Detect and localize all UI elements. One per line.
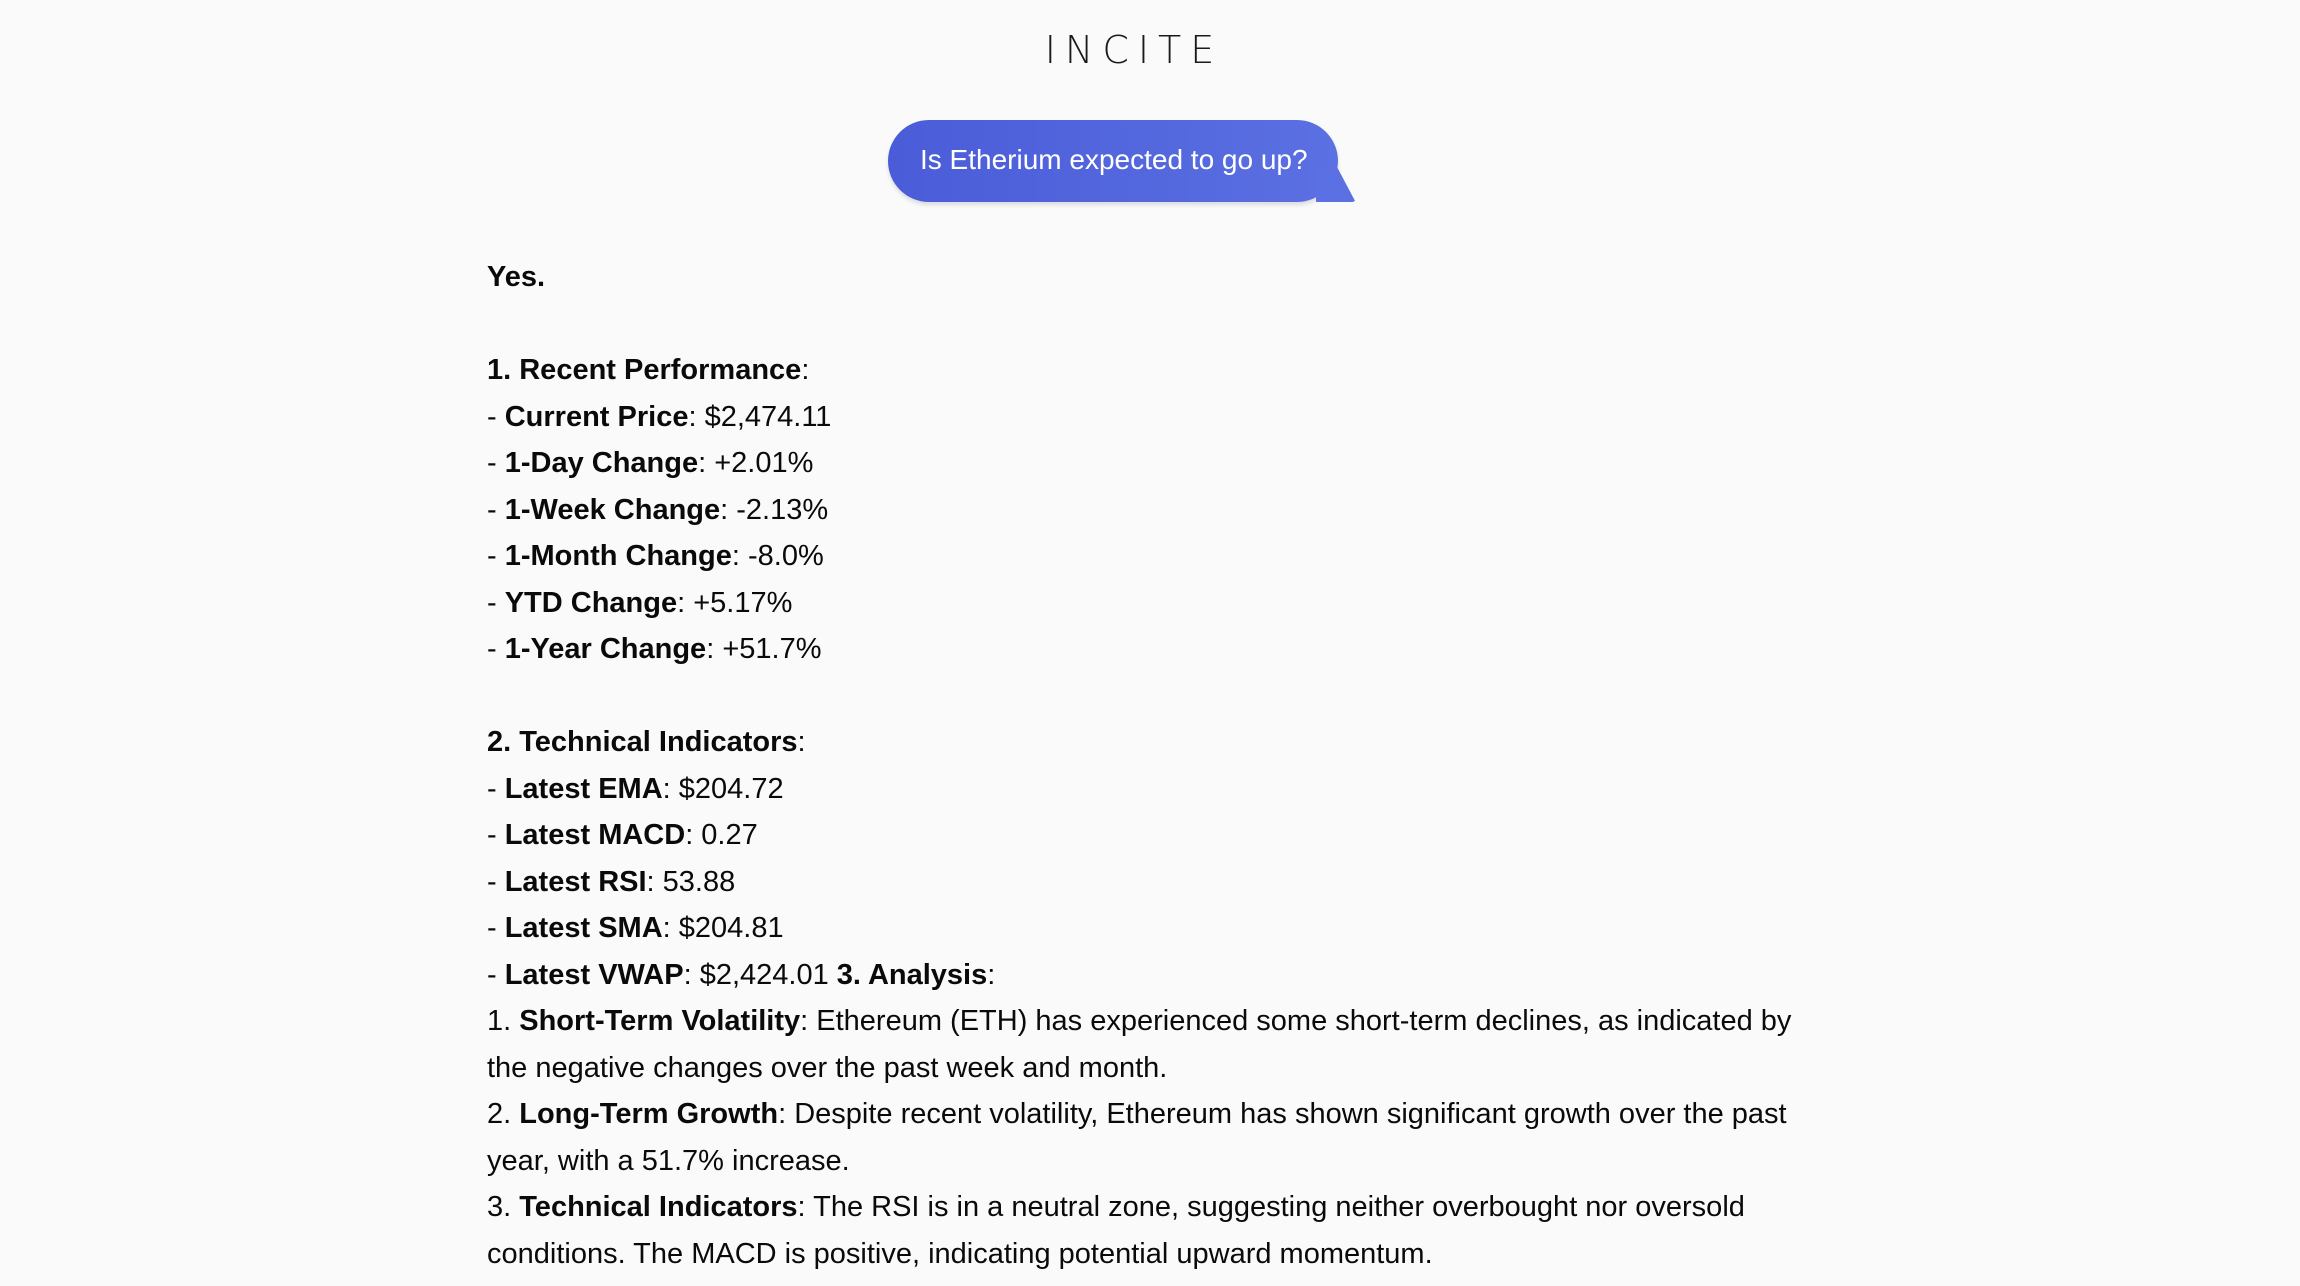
assistant-answer: [487, 254, 1807, 1277]
indicator-sma: - Latest SMA: $204.81: [487, 912, 784, 944]
analysis-point-technical: 3. Technical Indicators: The RSI is in a neutral zone, suggesting neither overbought nor oversold conditions. The MACD is positive, indicating potential upward momentum.: [487, 1191, 1745, 1270]
indicator-ema: - Latest EMA: $204.72: [487, 772, 784, 805]
metric-ytd-change: - YTD Change: +5.17%: [487, 586, 793, 619]
metric-current-price: - Current Price: $2,474.11: [487, 400, 832, 433]
metric-1-month-change: - 1-Month Change: -8.0%: [487, 540, 824, 572]
section-analysis-title: 3. Analysis: [836, 958, 988, 991]
user-message-text: Is Etherium expected to go up?: [920, 144, 1308, 175]
user-message: [888, 120, 1338, 202]
analysis-point-long-term: 2. Long-Term Growth: Despite recent volatility, Ethereum has shown significant growth over the past year, with a 51.7% increase.: [487, 1098, 1787, 1177]
section-technical-title: 2. Technical Indicators:: [487, 726, 806, 758]
indicator-vwap: - Latest VWAP: $2,424.01 3. Analysis:: [487, 958, 996, 991]
analysis-point-short-term: 1. Short-Term Volatility: Ethereum (ETH) has experienced some short-term declines, as indicated by the negative changes over the past week and month.: [487, 1005, 1792, 1084]
metric-1-day-change: - 1-Day Change: +2.01%: [487, 447, 814, 479]
incite-logo: INCITE: [1044, 28, 1224, 72]
bubble-tail: [1316, 168, 1356, 202]
indicator-rsi: - Latest RSI: 53.88: [487, 865, 736, 898]
indicator-macd: - Latest MACD: 0.27: [487, 819, 758, 851]
metric-1-year-change: - 1-Year Change: +51.7%: [487, 633, 822, 665]
section-recent-title: 1. Recent Performance:: [487, 354, 810, 386]
metric-1-week-change: - 1-Week Change: -2.13%: [487, 493, 829, 526]
answer-verdict: Yes.: [487, 261, 546, 293]
user-message-bubble: [888, 120, 1338, 202]
